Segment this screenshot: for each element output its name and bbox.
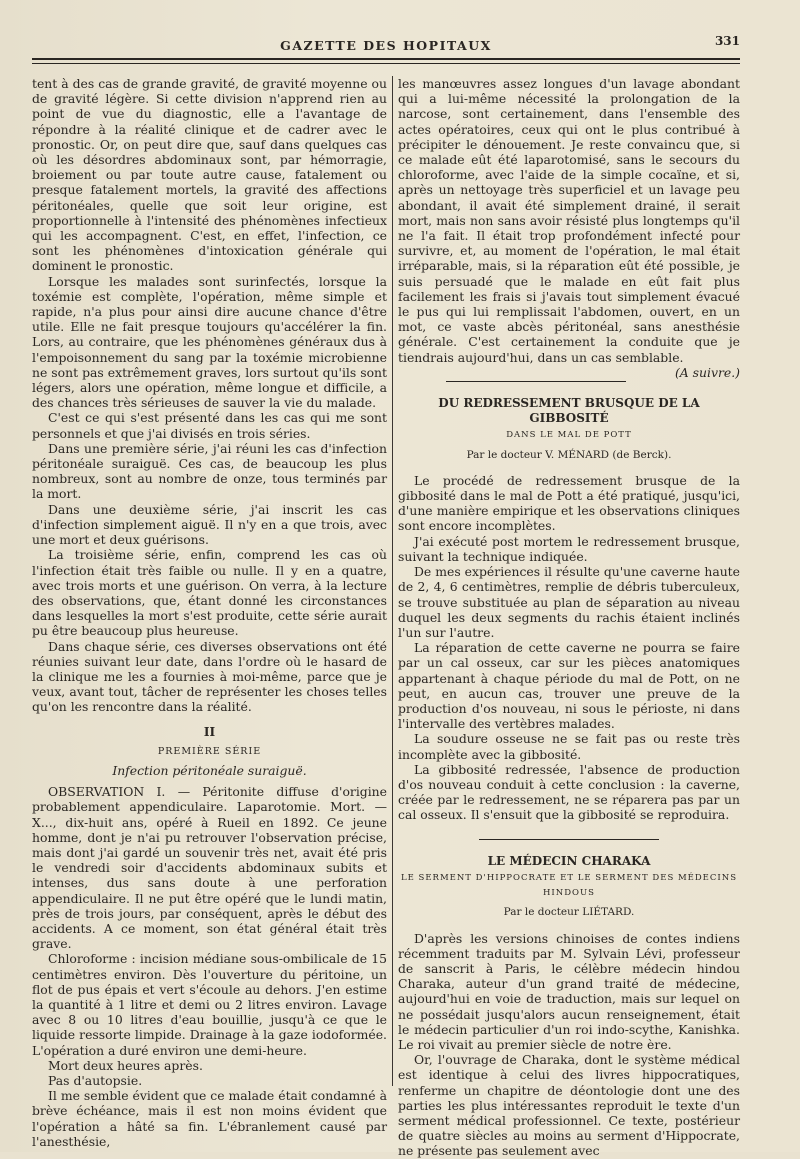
right-column xyxy=(398,76,740,1159)
paragraph: La troisième série, enfin, comprend les cas où l'infection était très faible ou nulle. Il y en a quatre, avec trois morts et une guérison. On verra, à la lecture des observations, que, étant donné les circonstances dans lesquelles la mort s'est produite, cette série aurait pu être beaucoup plus heureuse. xyxy=(32,547,387,639)
paragraph: C'est ce qui s'est présenté dans les cas qui me sont personnels et que j'ai divisés en trois séries. xyxy=(32,410,387,441)
paragraph: Mort deux heures après. xyxy=(48,1057,203,1073)
column-divider xyxy=(392,76,393,1086)
paragraph: De mes expériences il résulte qu'une caverne haute de 2, 4, 6 centimètres, remplie de débris tuberculeux, se trouve substituée au plan de séparation au niveau duquel les deux segments du rachis étaient inclinés l'un sur l'autre. xyxy=(398,564,740,640)
paragraph: Chloroforme : incision médiane sous-ombilicale de 15 centimètres environ. Dès l'ouverture du péritoine, un flot de pus épais et vert s'écoule au dehors. J'en estime la quantité à 1 litre et demi ou 2 litres environ. Lavage avec 8 ou 10 litres d'eau bouillie, jusqu'à ce que le liquide ressorte limpide. Drainage à la gaze iodoformée. L'opération a duré environ une demi-heure. xyxy=(32,951,387,1058)
article-author: Par le docteur V. MÉNARD (de Berck). xyxy=(466,448,672,461)
observation-paragraph: OBSERVATION I. — Péritonite diffuse d'origine probablement appendiculaire. Laparotomie. Mort. — X..., dix-huit ans, opéré à Rueil en 1892. Ce jeune homme, dont je n'ai pu retrouver l'observation précise, mais dont j'ai gardé un souvenir très net, avait été pris le vendredi soir d'accidents abdominaux subits et intenses, dus sans doute à une perforation appendiculaire. Il ne put être opéré que le lundi matin, près de trois jours, par conséquent, après le début des accidents. A ce moment, son état général était très grave. xyxy=(32,784,387,952)
running-title: GAZETTE DES HOPITAUX xyxy=(280,38,492,53)
paragraph: La soudure osseuse ne se fait pas ou reste très incomplète avec la gibbosité. xyxy=(398,731,740,762)
paragraph: Dans chaque série, ces diverses observations ont été réunies suivant leur date, dans l'ordre où le hasard de la clinique me les a fournies à moi-même, parce que je veux, avant tout, tâcher de représenter les choses telles qu'on les rencontre dans la réalité. xyxy=(32,638,387,715)
left-column xyxy=(32,76,387,1149)
paragraph: Dans une deuxième série, j'ai inscrit les cas d'infection simplement aiguë. Il n'y en a que trois, avec une mort et deux guérisons. xyxy=(32,501,387,548)
paragraph: les manœuvres assez longues d'un lavage abondant qui a lui-même nécessité la prolongation de la narcose, sont certainement, dans l'ensemble des actes opératoires, ceux qui ont le plus contribué à précipiter le dénouement. Je reste convaincu que, si ce malade eût été laparotomisé, sans le secours du chloroforme, avec l'aide de la simple cocaïne, et si, après un nettoyage très superficiel et un lavage peu abondant, il avait été simplement drainé, il serait mort, mais non sans avoir résisté plus longtemps qu'il ne l'a fait. Il était trop profondément infecté pour survivre, et, au moment de l'opération, le mal était irréparable, mais, si la réparation eût été possible, je suis persuadé que le malade en eût fait plus facilement les frais si j'avais tout simplement évacué le pus qui lui remplissait l'abdomen, ouvert, en un mot, ce vaste abcès péritonéal, sans anesthésie générale. C'est certainement la conduite que je tiendrais aujourd'hui, dans un cas semblable. xyxy=(398,76,740,365)
to-be-continued: (A suivre.) xyxy=(674,364,740,380)
paragraph: J'ai exécuté post mortem le redressement brusque, suivant la technique indiquée. xyxy=(398,533,740,564)
paragraph: D'après les versions chinoises de contes indiens récemment traduits par M. Sylvain Lévi, professeur de sanscrit à Paris, le célèbre médecin hindou Charaka, auteur d'un grand traité de médecine, aujourd'hui en voie de traduction, mais sur lequel on ne possédait jusqu'alors aucun renseignement, était le médecin particulier d'un roi indo-scythe, Kanishka. Le roi vivait au premier siècle de notre ère. xyxy=(398,930,740,1052)
paragraph: Or, l'ouvrage de Charaka, dont le système médical est identique à celui des livres hippocratiques, renferme un chapitre de déontologie dont une des parties les plus intéressantes reproduit le texte d'un serment médical professionnel. Ce texte, postérieur de quatre siècles au moins au serment d'Hippocrate, ne présente pas seulement avec xyxy=(398,1052,740,1159)
paragraph: Le procédé de redressement brusque de la gibbosité dans le mal de Pott a été pratiqué, jusqu'ici, d'une manière empirique et les observations cliniques sont encore incomplètes. xyxy=(398,472,740,534)
paragraph: tent à des cas de grande gravité, de gravité moyenne ou de gravité légère. Si cette division n'apprend rien au point de vue du diagnostic, elle a l'avantage de répondre à la réalité clinique et de cadrer avec le pronostic. Or, on peut dire que, sauf dans quelques cas où les désordres abdominaux sont, par hémorragie, broiement ou par toute autre cause, fatalement ou presque fatalement mortels, la gravité des affections péritonéales, quelle que soit leur origine, est proportionnelle à l'intensité des phénomènes infectieux qui les accompagnent. C'est, en effet, l'infection, ce sont les phénomènes d'intoxication générale qui dominent le pronostic. xyxy=(32,76,387,274)
article-title: LE MÉDECIN CHARAKA xyxy=(487,853,651,868)
header-rule-thin xyxy=(32,63,740,64)
paragraph: La gibbosité redressée, l'absence de production d'os nouveau conduit à cette conclusion : la caverne, créée par le redressement, ne se réparera pas par un cal osseux. Il s'ensuit que la gibbosité se reproduira. xyxy=(398,761,740,823)
header-rule-thick xyxy=(32,58,740,60)
article-subtitle: DANS LE MAL DE POTT xyxy=(506,430,632,441)
paragraph: Lorsque les malades sont surinfectés, lorsque la toxémie est complète, l'opération, même simple et rapide, n'a plus pour ainsi dire aucune chance d'être utile. Elle ne fait presque toujours qu'accélérer la fin. Lors, au contraire, que les phénomènes généraux dus à l'empoisonnement du sang par la toxémie microbienne ne sont pas extrêmement graves, lors surtout qu'ils sont légers, alors une opération, même longue et difficile, a des chances très sérieuses de sauver la vie du malade. xyxy=(32,273,387,411)
page-header xyxy=(32,30,740,68)
article-subtitle: LE SERMENT D'HIPPOCRATE ET LE SERMENT DES MÉDECINS HINDOUS xyxy=(400,872,738,899)
page-number: 331 xyxy=(714,34,740,48)
paragraph: Il me semble évident que ce malade était condamné à brève échéance, mais il est non moins évident que l'opération a hâté sa fin. L'ébranlement causé par l'anesthésie, xyxy=(32,1088,387,1149)
section-number: II xyxy=(203,724,216,739)
article-author: Par le docteur LIÉTARD. xyxy=(503,906,635,919)
paragraph: Pas d'autopsie. xyxy=(48,1073,143,1088)
paragraph: Dans une première série, j'ai réuni les cas d'infection péritonéale suraiguë. Ces cas, de beaucoup les plus nombreux, sont au nombre de onze, tous terminés par la mort. xyxy=(32,440,387,502)
section-subtitle: PREMIÈRE SÉRIE xyxy=(157,745,262,757)
paragraph: La réparation de cette caverne ne pourra se faire par un cal osseux, car sur les pièces anatomiques appartenant à chaque période du mal de Pott, on ne peut, en aucun cas, trouver une preuve de la production d'os nouveau, ni sous le périoste, ni dans l'intervalle des vertèbres malades. xyxy=(398,640,740,732)
separator xyxy=(398,831,740,846)
article-title: DU REDRESSEMENT BRUSQUE DE LA GIBBOSITÉ xyxy=(438,396,700,426)
section-heading: Infection péritonéale suraiguë. xyxy=(112,762,307,778)
